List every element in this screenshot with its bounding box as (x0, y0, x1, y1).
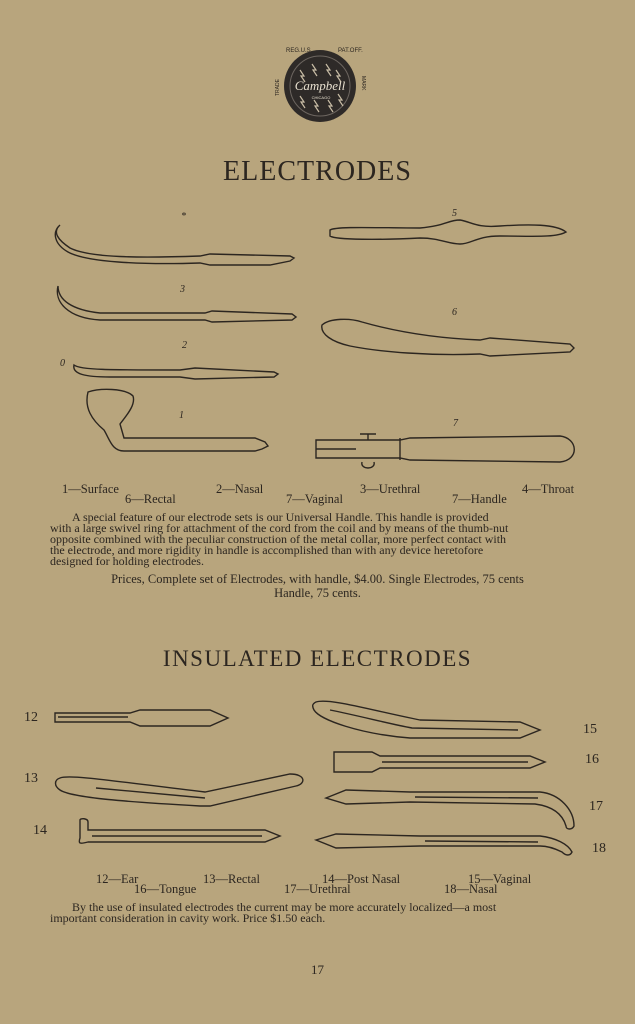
figure-number: 7 (453, 418, 458, 429)
electrodes-title: ELECTRODES (223, 156, 412, 187)
figure-number: 14 (33, 823, 47, 838)
caption: 7—Vaginal (286, 492, 343, 506)
figure-number: 6 (452, 307, 457, 318)
figure-number: 15 (583, 722, 597, 737)
prices-line: Handle, 75 cents. (274, 586, 361, 600)
rectal-electrode-13 (56, 774, 303, 806)
paragraph-line: A special feature of our electrode sets is our Universal Handle. This handle is provided (72, 510, 489, 524)
insulated-electrodes-title: INSULATED ELECTRODES (162, 646, 473, 671)
caption: 6—Rectal (125, 492, 176, 506)
figure-number: 5 (452, 208, 457, 219)
caption: 12—Ear (96, 872, 139, 886)
figure-number: 16 (585, 752, 599, 767)
caption: 17—Urethral (284, 882, 351, 896)
caption: 14—Post Nasal (322, 872, 401, 886)
ear-electrode (55, 710, 228, 726)
urethral-electrode-17 (326, 790, 574, 829)
paragraph-line: By the use of insulated electrodes the current may be more accurately localized—a most (72, 900, 497, 914)
figure-number: 3 (180, 284, 185, 295)
figure-number: * (181, 211, 186, 222)
logo-left: TRADE (275, 79, 281, 96)
logo-brand: Campbell (294, 78, 346, 93)
logo-city: CHICAGO (311, 95, 331, 100)
paragraph-line: with a large swivel ring for attachment of the cord from the coil and by means of the thumb-nut (50, 521, 509, 535)
prices-line: Prices, Complete set of Electrodes, with handle, $4.00. Single Electrodes, 75 cents (111, 572, 524, 586)
figure-number: 0 (60, 358, 65, 369)
logo-top-left: REG.U.S. (286, 48, 313, 54)
paragraph-line: important consideration in cavity work. Price $1.50 each. (50, 911, 326, 925)
post-nasal-electrode (79, 819, 280, 844)
figure-number: 13 (24, 771, 38, 786)
caption: 2—Nasal (216, 482, 264, 496)
caption: 7—Handle (452, 492, 507, 506)
figure-number: 17 (589, 799, 603, 814)
paragraph-line: designed for holding electrodes. (50, 554, 204, 568)
logo-right: MARK (360, 76, 366, 91)
figure-number: 2 (182, 340, 187, 351)
page-number: 17 (311, 962, 324, 977)
nasal-electrode-18 (316, 834, 572, 855)
caption: 3—Urethral (360, 482, 421, 496)
paragraph-line: the electrode, and more rigidity in handle is accomplished than with any device heretofore (50, 543, 484, 557)
caption: 13—Rectal (203, 872, 260, 886)
caption: 4—Throat (522, 482, 575, 496)
paragraph-line: opposite combined with the peculiar construction of the metal collar, more perfect contact with (50, 532, 507, 546)
figure-number: 1 (179, 410, 184, 421)
caption: 1—Surface (62, 482, 119, 496)
caption: 15—Vaginal (468, 872, 532, 886)
caption: 16—Tongue (134, 882, 197, 896)
figure-number: 12 (24, 710, 38, 725)
logo-top-right: PAT.OFF. (338, 48, 363, 54)
vaginal-electrode (313, 701, 540, 738)
caption: 18—Nasal (444, 882, 498, 896)
figure-number: 18 (592, 841, 606, 856)
